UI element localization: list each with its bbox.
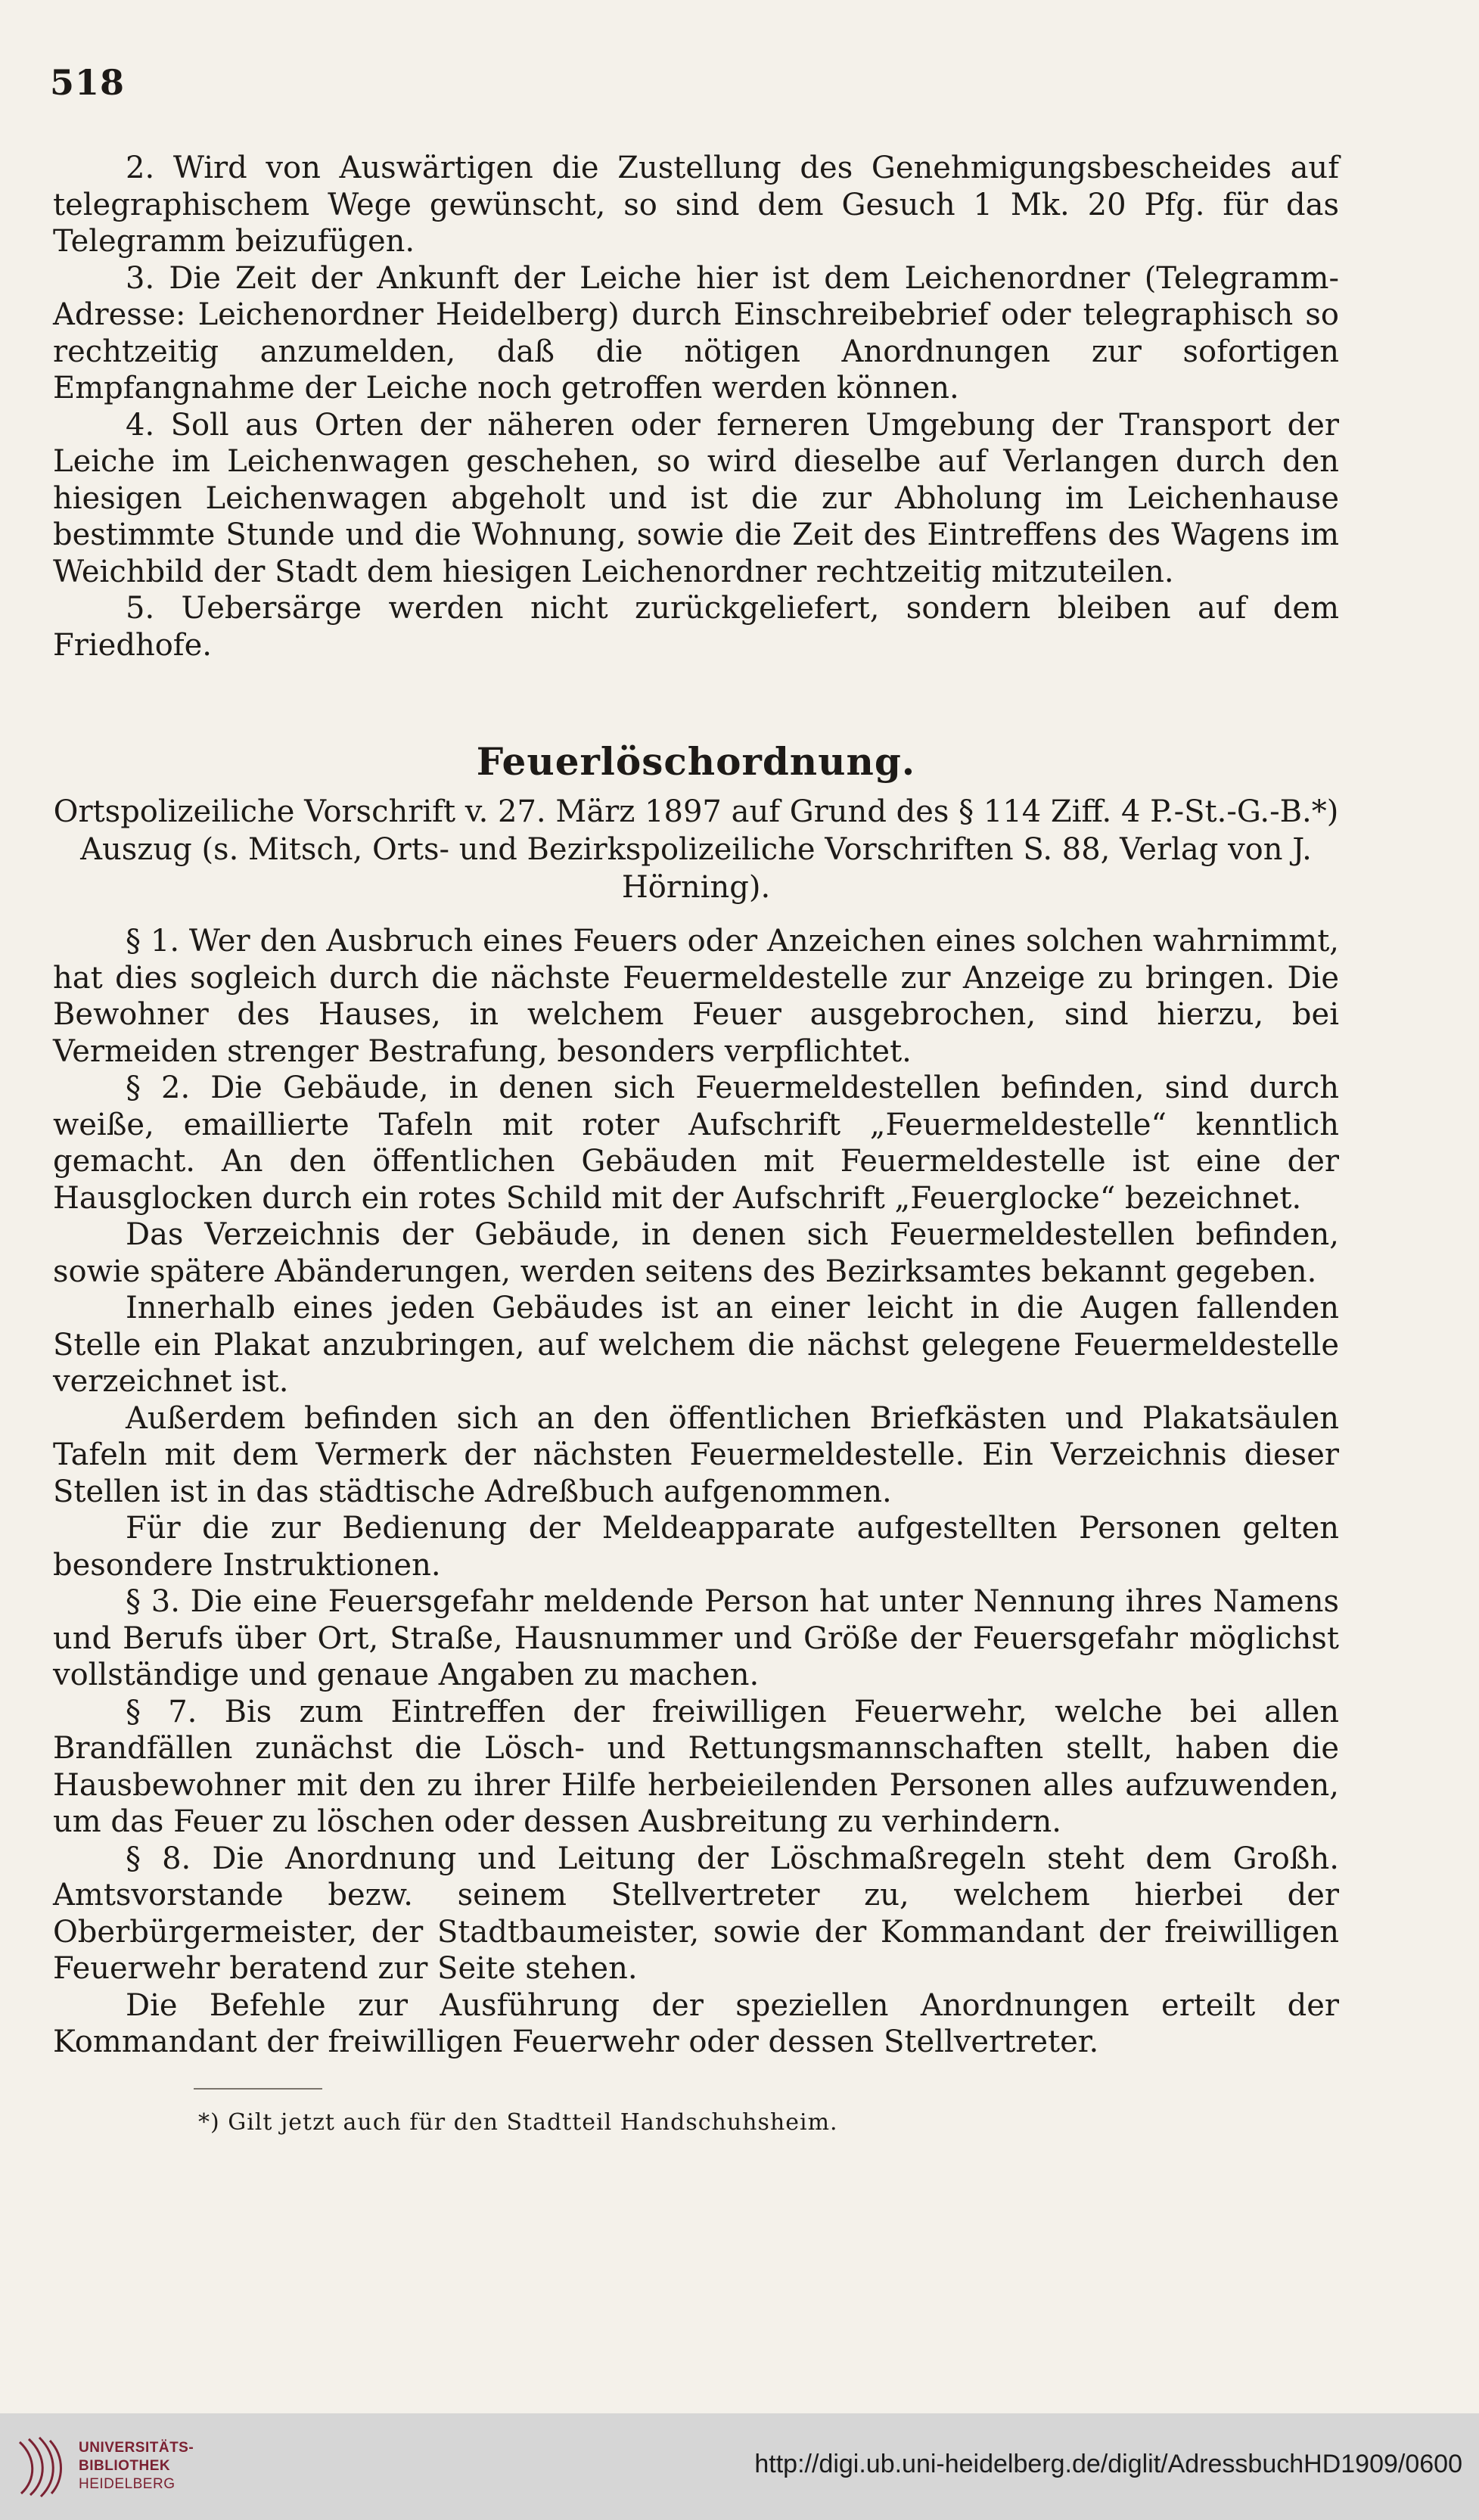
paragraph-mailboxes: Außerdem befinden sich an den öffentlichen Briefkästen und Plakatsäulen Tafeln mit dem Vermerk der nächsten Feuermeldestelle. Ein Verzeichnis dieser Stellen ist in das städtische Adreßbuch aufgenommen.: [53, 1400, 1339, 1509]
excerpt-line: Auszug (s. Mitsch, Orts- und Bezirkspolizeiliche Vorschriften S. 88, Verlag von J. Hörning).: [80, 832, 1312, 905]
paragraph-section-1: § 1. Wer den Ausbruch eines Feuers oder Anzeichen eines solchen wahrnimmt, hat dies sogleich durch die nächste Feuermeldestelle zur Anzeige zu bringen. Die Bewohner des Hauses, in welchem Feuer ausgebrochen, sind hierzu, bei Vermeiden strenger Bestrafung, besonders verpflichtet.: [53, 924, 1339, 1069]
spacer: [53, 906, 1339, 923]
footnote: *) Gilt jetzt auch für den Stadtteil Handschuhsheim.: [198, 2108, 838, 2136]
logo-line-2: BIBLIOTHEK: [79, 2458, 171, 2474]
logo-line-3: HEIDELBERG: [79, 2476, 176, 2492]
paragraph-register: Das Verzeichnis der Gebäude, in denen sich Feuermeldestellen befinden, sowie spätere Abänderungen, werden seitens des Bezirksamtes bekannt gegeben.: [53, 1217, 1339, 1289]
regulation-source-line: Ortspolizeiliche Vorschrift v. 27. März 1897 auf Grund des § 114 Ziff. 4 P.-St.-G.-B.*): [53, 794, 1339, 829]
page-number: 518: [50, 62, 126, 103]
paragraph-2: 2. Wird von Auswärtigen die Zustellung des Genehmigungsbescheides auf telegraphischem Wege gewünscht, so sind dem Gesuch 1 Mk. 20 Pfg. für das Telegramm beizufügen.: [53, 151, 1339, 259]
paragraph-section-2: § 2. Die Gebäude, in denen sich Feuermeldestellen befinden, sind durch weiße, emaillierte Tafeln mit roter Aufschrift „Feuermeldestelle“ kenntlich gemacht. An den öffentlichen Gebäuden mit Feuermeldestelle ist eine der Hausglocken durch ein rotes Schild mit der Aufschrift „Feuerglocke“ bezeichnet.: [53, 1070, 1339, 1216]
library-logo-text: [79, 2439, 194, 2494]
permalink-url[interactable]: http://digi.ub.uni-heidelberg.de/diglit/AdressbuchHD1909/0600: [754, 2450, 1462, 2478]
paragraph-orders: Die Befehle zur Ausführung der speziellen Anordnungen erteilt der Kommandant der freiwilligen Feuerwehr oder dessen Stellvertreter.: [53, 1987, 1339, 2059]
paragraph-placard: Innerhalb eines jeden Gebäudes ist an einer leicht in die Augen fallenden Stelle ein Plakat anzubringen, auf welchem die nächst gelegene Feuermeldestelle verzeichnet ist.: [53, 1291, 1339, 1399]
paragraph-instructions: Für die zur Bedienung der Meldeapparate aufgestellten Personen gelten besondere Instruktionen.: [53, 1511, 1339, 1583]
footnote-divider: [194, 2088, 322, 2090]
paragraph-5: 5. Uebersärge werden nicht zurückgeliefert, sondern bleiben auf dem Friedhofe.: [53, 591, 1339, 663]
paragraph-section-7: § 7. Bis zum Eintreffen der freiwilligen Feuerwehr, welche bei allen Brandfällen zunächst die Lösch- und Rettungsmannschaften stellt, haben die Hausbewohner mit den zu ihrer Hilfe herbeieilenden Personen alles aufzuwenden, um das Feuer zu löschen oder dessen Ausbreitung zu verhindern.: [53, 1694, 1339, 1839]
logo-line-1: UNIVERSITÄTS-: [79, 2440, 194, 2456]
section-heading: Feuerlöschordnung.: [476, 739, 916, 784]
paragraph-section-3: § 3. Die eine Feuersgefahr meldende Person hat unter Nennung ihres Namens und Berufs über Ort, Straße, Hausnummer und Größe der Feuersgefahr möglichst vollständige und genaue Angaben zu machen.: [53, 1584, 1339, 1692]
page-content: [53, 150, 1339, 2138]
library-seal-icon: [14, 2435, 67, 2498]
paragraph-section-8: § 8. Die Anordnung und Leitung der Löschmaßregeln steht dem Großh. Amtsvorstande bezw. seinem Stellvertreter zu, welchem hierbei der Oberbürgermeister, der Stadtbaumeister, sowie der Kommandant der freiwilligen Feuerwehr beratend zur Seite stehen.: [53, 1841, 1339, 1986]
viewer-footer: [0, 2413, 1479, 2520]
paragraph-3: 3. Die Zeit der Ankunft der Leiche hier ist dem Leichenordner (Telegramm-Adresse: Leichenordner Heidelberg) durch Einschreibebrief oder telegraphisch so rechtzeitig anzumelden, daß die nötigen Anordnungen zur sofortigen Empfangnahme der Leiche noch getroffen werden können.: [53, 260, 1339, 405]
paragraph-4: 4. Soll aus Orten der näheren oder ferneren Umgebung der Transport der Leiche im Leichenwagen geschehen, so wird dieselbe auf Verlangen durch den hiesigen Leichenwagen abgeholt und ist die zur Abholung im Leichenhause bestimmte Stunde und die Wohnung, sowie die Zeit des Eintreffens des Wagens im Weichbild der Stadt dem hiesigen Leichenordner rechtzeitig mitzuteilen.: [53, 407, 1339, 589]
